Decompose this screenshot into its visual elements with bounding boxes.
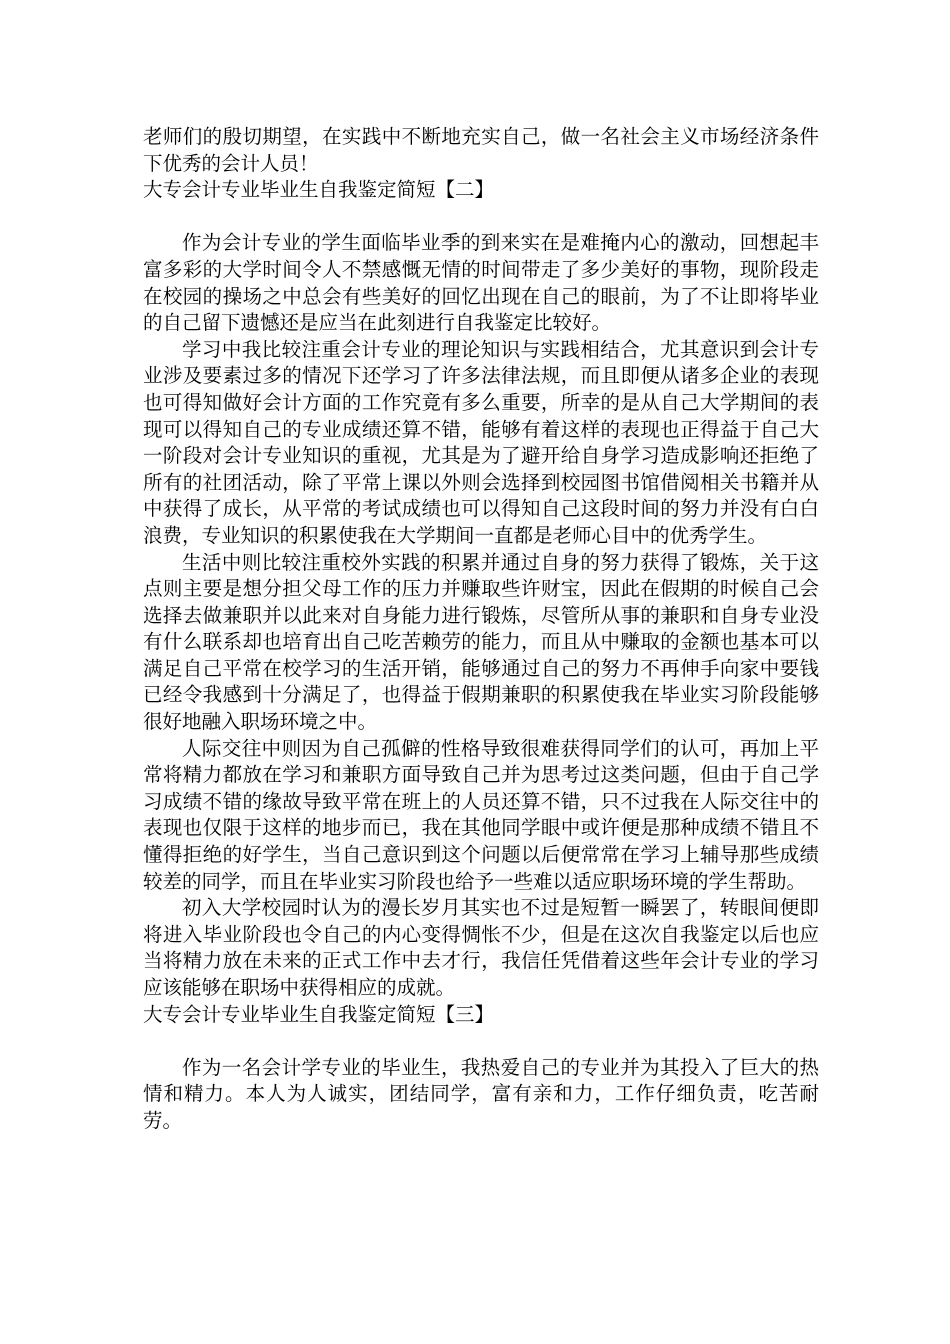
section-2-paragraph-5: 初入大学校园时认为的漫长岁月其实也不过是短暂一瞬罢了，转眼间便即将进入毕业阶段也令自己的内心变得惆怅不少，但是在这次自我鉴定以后也应当将精力放在未来的正式工作中去才行，我信任凭借着这些年会计专业的学习应该能够在职场中获得相应的成就。 — [143, 896, 819, 999]
section-3-heading: 大专会计专业毕业生自我鉴定简短【三】 — [143, 1002, 495, 1026]
section-3-paragraph-1: 作为一名会计学专业的毕业生，我热爱自己的专业并为其投入了巨大的热情和精力。本人为人诚实，团结同学，富有亲和力，工作仔细负责，吃苦耐劳。 — [143, 1055, 819, 1132]
section-2-paragraph-2: 学习中我比较注重会计专业的理论知识与实践相结合，尤其意识到会计专业涉及要素过多的情况下还学习了许多法律法规，而且即便从诸多企业的表现也可得知做好会计方面的工作究竟有多么重要，所幸的是从自己大学期间的表现可以得知自己的专业成绩还算不错，能够有着这样的表现也正得益于自己大一阶段对会计专业知识的重视，尤其是为了避开给自身学习造成影响还拒绝了所有的社团活动，除了平常上课以外则会选择到校园图书馆借阅相关书籍并从中获得了成长，从平常的考试成绩也可以得知自己这段时间的努力并没有白白浪费，专业知识的积累使我在大学期间一直都是老师心目中的优秀学生。 — [143, 337, 819, 547]
blank-line — [143, 1028, 819, 1055]
continuation-paragraph: 老师们的殷切期望，在实践中不断地充实自己，做一名社会主义市场经济条件下优秀的会计人员！ — [143, 125, 819, 175]
section-2-heading: 大专会计专业毕业生自我鉴定简短【二】 — [143, 178, 495, 202]
section-2-paragraph-3: 生活中则比较注重校外实践的积累并通过自身的努力获得了锻炼，关于这点则主要是想分担父母工作的压力并赚取些许财宝，因此在假期的时候自己会选择去做兼职并以此来对自身能力进行锻炼，尽管所从事的兼职和自身专业没有什么联系却也培育出自己吃苦赖劳的能力，而且从中赚取的金额也基本可以满足自己平常在校学习的生活开销，能够通过自己的努力不再伸手向家中要钱已经令我感到十分满足了，也得益于假期兼职的积累使我在毕业实习阶段能够很好地融入职场环境之中。 — [143, 550, 819, 734]
section-2-paragraph-1: 作为会计专业的学生面临毕业季的到来实在是难掩内心的激动，回想起丰富多彩的大学时间令人不禁感慨无情的时间带走了多少美好的事物，现阶段走在校园的操场之中总会有些美好的回忆出现在自己的眼前，为了不让即将毕业的自己留下遗憾还是应当在此刻进行自我鉴定比较好。 — [143, 231, 819, 335]
section-2-paragraph-4: 人际交往中则因为自己孤僻的性格导致很难获得同学们的认可，再加上平常将精力都放在学习和兼职方面导致自己并为思考过这类问题，但由于自己学习成绩不错的缘故导致平常在班上的人员还算不错，只不过我在人际交往中的表现也仅限于这样的地步而已，我在其他同学眼中或许便是那种成绩不错且不懂得拒绝的好学生，当自己意识到这个问题以后便常常在学习上辅导那些成绩较差的同学，而且在毕业实习阶段也给予一些难以适应职场环境的学生帮助。 — [143, 736, 819, 893]
blank-line — [143, 204, 819, 231]
document-body — [143, 124, 819, 1135]
